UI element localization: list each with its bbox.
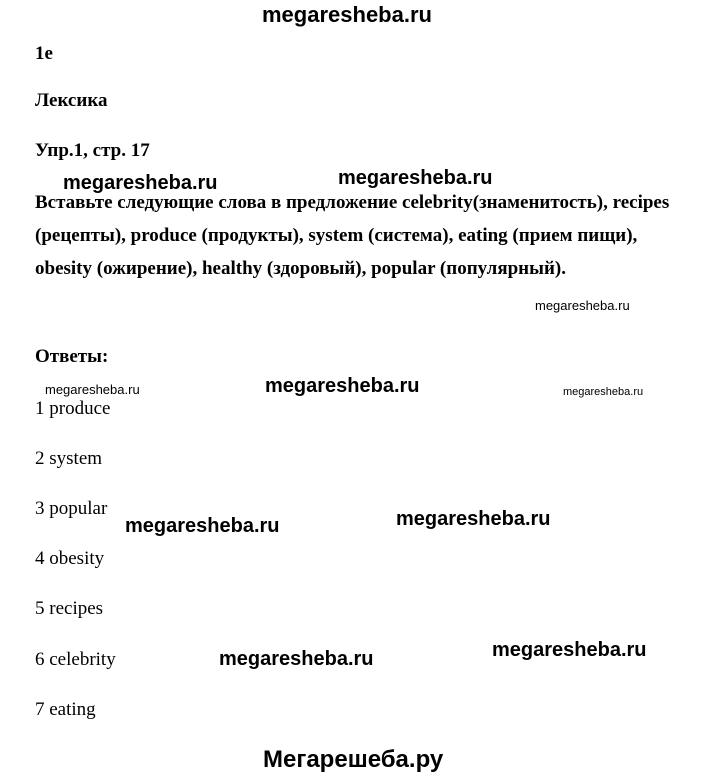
watermark-mid-right: megaresheba.ru — [535, 298, 630, 313]
answer-item: 3 popular — [35, 498, 108, 519]
watermark-answers-left: megaresheba.ru — [45, 382, 140, 397]
watermark-answers-center: megaresheba.ru — [265, 375, 420, 397]
watermark-row6-left: megaresheba.ru — [219, 648, 374, 670]
watermark-row6-right: megaresheba.ru — [492, 639, 647, 661]
section-title: Лексика — [35, 90, 108, 111]
answer-item: 6 celebrity — [35, 649, 116, 670]
section-code: 1e — [35, 43, 53, 64]
answer-item: 4 obesity — [35, 548, 105, 569]
watermark-answers-right: megaresheba.ru — [563, 386, 644, 398]
answer-item: 1 produce — [35, 398, 111, 419]
watermark-task-right: megaresheba.ru — [338, 167, 493, 189]
answers-label: Ответы: — [35, 346, 109, 367]
watermark-row3-left: megaresheba.ru — [125, 515, 280, 537]
watermark-row3-right: megaresheba.ru — [396, 508, 551, 530]
watermark-task-left: megaresheba.ru — [63, 172, 218, 194]
exercise-title: Упр.1, стр. 17 — [35, 140, 150, 161]
task-instruction: Вставьте следующие слова в предложение celebrity(знаменитость), recipes (рецепты), produce (продукты), system (система), eating (прием пищи), obesity (ожирение), healthy (здоровый), popular (популярный). — [35, 192, 670, 279]
footer-brand: Мегарешеба.ру — [263, 746, 444, 773]
watermark-top: megaresheba.ru — [262, 2, 432, 27]
answer-item: 2 system — [35, 448, 103, 469]
answer-item: 7 eating — [35, 699, 96, 720]
answer-item: 5 recipes — [35, 598, 104, 619]
